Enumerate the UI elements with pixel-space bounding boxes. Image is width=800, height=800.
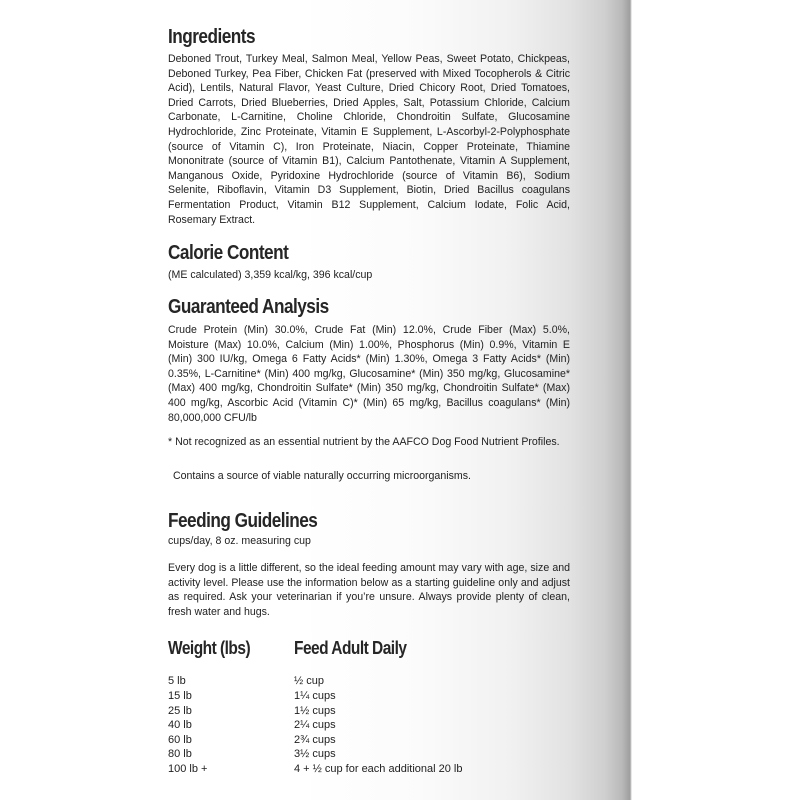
feeding-table-row [168, 704, 570, 719]
weight-column-header: Weight (lbs) [168, 638, 251, 658]
weight-cell: 40 lb [168, 719, 192, 731]
analysis-heading: Guaranteed Analysis [168, 296, 329, 318]
calorie-text: (ME calculated) 3,359 kcal/kg, 396 kcal/cup [168, 269, 373, 281]
feeding-heading: Feeding Guidelines [168, 510, 318, 532]
feed-cell: 1¼ cups [294, 690, 336, 702]
feeding-table-row [168, 689, 570, 704]
analysis-footnote: * Not recognized as an essential nutrient by the AAFCO Dog Food Nutrient Profiles. [168, 436, 560, 448]
feeding-table-row [168, 674, 570, 689]
feeding-text: Every dog is a little different, so the ideal feeding amount may vary with age, size and activity level. Please use the information below as a starting guideline only and adjust as required. Ask your veterinarian if you’re unsure. Always provide plenty of clean, fresh water and hugs. [168, 562, 570, 618]
feed-cell: ½ cup [294, 675, 324, 687]
feeding-table-row [168, 733, 570, 748]
weight-cell: 15 lb [168, 690, 192, 702]
feeding-table-row [168, 747, 570, 762]
feeding-subheading: cups/day, 8 oz. measuring cup [168, 535, 311, 547]
feeding-table-row [168, 718, 570, 733]
calorie-heading: Calorie Content [168, 242, 289, 264]
weight-cell: 60 lb [168, 734, 192, 746]
analysis-text: Crude Protein (Min) 30.0%, Crude Fat (Min) 12.0%, Crude Fiber (Max) 5.0%, Moisture (Max) 10.0%, Calcium (Min) 1.00%, Phosphorus (Min) 0.9%, Vitamin E (Min) 300 IU/kg, Omega 6 Fatty Acids* (Min) 1.30%, Omega 3 Fatty Acids* (Min) 0.35%, L-Carnitine* (Min) 400 mg/kg, Glucosamine* (Min) 350 mg/kg, Glucosamine* (Max) 400 mg/kg, Chondroitin Sulfate* (Min) 350 mg/kg, Chondroitin Sulfate* (Max) 400 mg/kg, Ascorbic Acid (Vitamin C)* (Min) 65 mg/kg, Bacillus coagulans* (Min) 80,000,000 CFU/lb [168, 324, 570, 424]
weight-cell: 80 lb [168, 748, 192, 760]
weight-cell: 25 lb [168, 705, 192, 717]
feed-cell: 2¼ cups [294, 719, 336, 731]
feed-cell: 2¾ cups [294, 734, 336, 746]
feeding-table-row [168, 762, 570, 777]
feed-cell: 1½ cups [294, 705, 336, 717]
feed-column-header: Feed Adult Daily [294, 638, 407, 658]
feed-cell: 3½ cups [294, 748, 336, 760]
ingredients-heading: Ingredients [168, 26, 256, 48]
feed-cell: 4 + ½ cup for each additional 20 lb [294, 763, 463, 775]
analysis-note: Contains a source of viable naturally occurring microorganisms. [173, 470, 471, 482]
weight-cell: 100 lb + [168, 763, 208, 775]
weight-cell: 5 lb [168, 675, 186, 687]
ingredients-text: Deboned Trout, Turkey Meal, Salmon Meal, Yellow Peas, Sweet Potato, Chickpeas, Deboned Turkey, Pea Fiber, Chicken Fat (preserved with Mixed Tocopherols & Citric Acid), Lentils, Natural Flavor, Yeast Culture, Dried Chicory Root, Dried Tomatoes, Dried Carrots, Dried Blueberries, Dried Apples, Salt, Potassium Chloride, Calcium Carbonate, L-Carnitine, Choline Chloride, Chondroitin Sulfate, Glucosamine Hydrochloride, Zinc Proteinate, Vitamin E Supplement, L-Ascorbyl-2-Polyphosphate (source of Vitamin C), Iron Proteinate, Niacin, Copper Proteinate, Thiamine Mononitrate (source of Vitamin B1), Calcium Pantothenate, Vitamin A Supplement, Manganous Oxide, Pyridoxine Hydrochloride (source of Vitamin B6), Sodium Selenite, Riboflavin, Vitamin D3 Supplement, Biotin, Dried Bacillus coagulans Fermentation Product, Vitamin B12 Supplement, Calcium Iodate, Folic Acid, Rosemary Extract. [168, 53, 570, 226]
